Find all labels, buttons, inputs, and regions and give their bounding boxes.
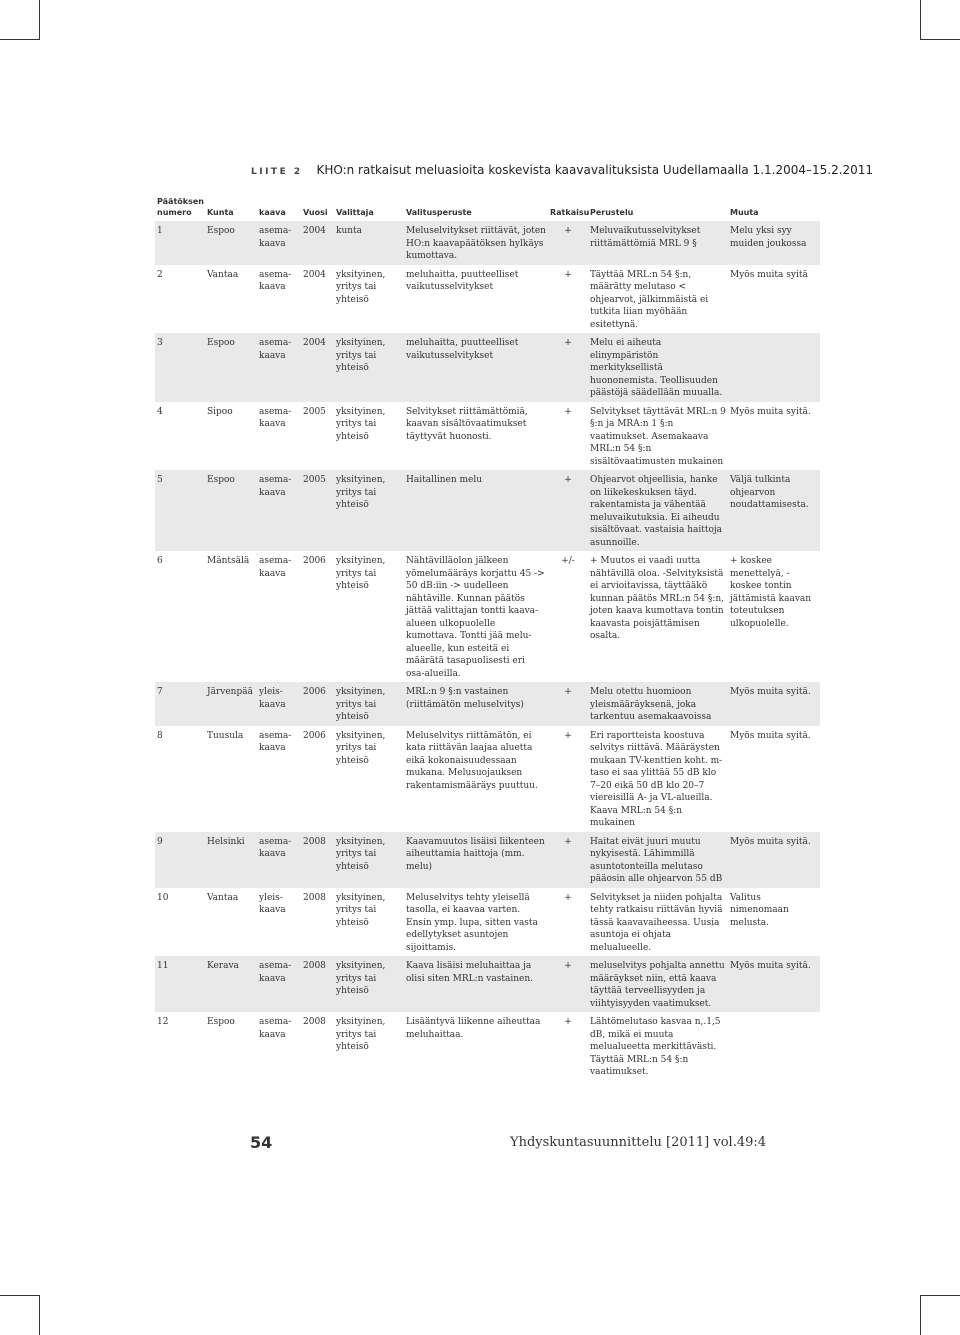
column-header: Muuta <box>730 208 759 217</box>
grounds-cell: Haitallinen melu <box>404 470 548 551</box>
appellant-cell: kunta <box>334 221 404 265</box>
year-cell: 2005 <box>303 406 326 417</box>
ruling-cell: + <box>564 406 572 417</box>
grounds-cell: Nähtävilläolon jälkeen yömelumääräys korjattu 45 -> 50 dB:iin -> uudelleen nähtäville. Kunnan päätös jättää valittajan tontti kaava-alueen ulkopuolelle kumottava. Tontti jää melu-alueelle, kun esteitä ei määrätä tasapuolisesti eri osa-alueilla. <box>406 556 545 679</box>
notes-cell <box>728 1012 820 1081</box>
municipality-cell: Sipoo <box>207 406 233 417</box>
column-header: Ratkaisu <box>550 208 590 217</box>
column-header: kaava <box>259 208 286 217</box>
notes-cell: + koskee menettelyä, - koskee tontin jättämistä kaavan toteutuksen ulkopuolelle. <box>730 556 812 629</box>
appellant-cell: yksityinen, yritys tai yhteisö <box>336 269 386 305</box>
notes-cell: Myös muita syitä. <box>730 730 811 741</box>
appellant-cell: yksityinen, yritys tai yhteisö <box>334 470 404 551</box>
decision-number-cell: 9 <box>155 832 205 888</box>
appellant-cell: yksityinen, yritys tai yhteisö <box>334 956 404 1012</box>
appellant-cell: yksityinen, yritys tai yhteisö <box>336 1017 386 1052</box>
table-row <box>155 470 820 551</box>
municipality-cell: Vantaa <box>207 892 239 903</box>
reasoning-cell: Melu otettu huomioon yleismääräyksenä, joka tarkentuu asemakaavoissa <box>588 682 728 726</box>
year-cell: 2008 <box>303 892 326 903</box>
appellant-cell: yksityinen, yritys tai yhteisö <box>336 892 386 928</box>
reasoning-cell: meluselvitys pohjalta annettu määräykset niin, että kaava täyttää terveellisyyden ja viihtyisyyden vaatimukset. <box>588 956 728 1012</box>
page-number: 54 <box>250 1133 273 1152</box>
plan-type-cell: asema-kaava <box>259 406 292 429</box>
notes-cell: Väljä tulkinta ohjearvon noudattamisesta. <box>728 470 820 551</box>
plan-type-cell: yleis-kaava <box>259 892 286 915</box>
plan-type-cell: asema-kaava <box>257 221 301 265</box>
appellant-cell: yksityinen, yritys tai yhteisö <box>334 832 404 888</box>
grounds-cell: meluhaitta, puutteelliset vaikutusselvitykset <box>404 333 548 402</box>
municipality-cell: Helsinki <box>205 832 257 888</box>
reasoning-cell: Selvitykset ja niiden pohjalta tehty ratkaisu riittävän hyviä tässä kaavavaiheessa. Uusia asuntoja ei ohjata melualueelle. <box>590 892 723 953</box>
decision-number-cell: 8 <box>157 730 163 741</box>
appellant-cell: yksityinen, yritys tai yhteisö <box>336 406 386 442</box>
plan-type-cell: asema-kaava <box>257 832 301 888</box>
table-row <box>155 551 820 682</box>
notes-cell: Myös muita syitä <box>730 269 808 280</box>
plan-type-cell: asema-kaava <box>257 333 301 402</box>
reasoning-cell: Haitat eivät juuri muutu nykyisestä. Lähimmillä asuntotonteilla melutaso pääosin alle ohjearvon 55 dB <box>588 832 728 888</box>
ruling-cell: +/- <box>561 556 575 566</box>
appellant-cell: yksityinen, yritys tai yhteisö <box>334 682 404 726</box>
ruling-cell: + <box>564 269 572 280</box>
notes-cell <box>728 333 820 402</box>
table-row <box>155 1012 820 1081</box>
reasoning-cell: Meluvaikutusselvitykset riittämättömiä MRL 9 § <box>588 221 728 265</box>
decision-number-cell: 5 <box>155 470 205 551</box>
table-row <box>155 265 820 334</box>
plan-type-cell: asema-kaava <box>259 269 292 292</box>
reasoning-cell: Eri raportteista koostuva selvitys riittävä. Määräysten mukaan TV-kenttien koht. m-taso ei saa ylittää 55 dB klo 7–20 eikä 50 dB klo 20–7 viereisillä A- ja VL-alueilla. Kaava MRL:n 54 §:n mukainen <box>590 730 723 828</box>
grounds-cell: Lisääntyvä liikenne aiheuttaa meluhaittaa. <box>406 1017 541 1040</box>
grounds-cell: Meluselvitys tehty yleisellä tasolla, ei kaavaa varten. Ensin ymp. lupa, sitten vasta edellytykset asuntojen sijoittamis. <box>406 892 538 953</box>
table-header-row <box>155 196 820 221</box>
notes-cell: Myös muita syitä. <box>728 832 820 888</box>
ruling-cell: + <box>548 956 588 1012</box>
year-cell: 2006 <box>303 556 326 566</box>
grounds-cell: Selvitykset riittämättömiä, kaavan sisältövaatimukset täyttyvät huonosti. <box>406 406 528 442</box>
reasoning-cell: Melu ei aiheuta elinympäristön merkityksellistä huononemista. Teollisuuden päästöjä säädellään muualla. <box>588 333 728 402</box>
municipality-cell: Espoo <box>207 1017 235 1027</box>
column-header: Päätöksen numero <box>157 197 204 217</box>
appellant-cell: yksityinen, yritys tai yhteisö <box>334 333 404 402</box>
decisions-table <box>155 196 820 1081</box>
ruling-cell: + <box>548 832 588 888</box>
plan-type-cell: yleis-kaava <box>257 682 301 726</box>
ruling-cell: + <box>548 682 588 726</box>
grounds-cell: MRL:n 9 §:n vastainen (riittämätön meluselvitys) <box>404 682 548 726</box>
table-row <box>155 726 820 832</box>
plan-type-cell: asema-kaava <box>257 470 301 551</box>
reasoning-cell: Ohjearvot ohjeellisia, hanke on liikekeskuksen täyd. rakentamista ja vähentää meluvaikutuksia. Ei aiheudu sisältövaat. vastaisia haittoja asunnoille. <box>588 470 728 551</box>
year-cell: 2006 <box>301 682 334 726</box>
reasoning-cell: + Muutos ei vaadi uutta nähtävillä oloa. -Selvityksistä ei arvioitavissa, täyttääkö kunnan päätös MRL:n 54 §:n, joten kaava kumottava tontin kaavasta poisjättämisen osalta. <box>590 556 725 641</box>
municipality-cell: Espoo <box>205 333 257 402</box>
year-cell: 2008 <box>301 832 334 888</box>
table-body <box>155 221 820 1081</box>
municipality-cell: Espoo <box>205 221 257 265</box>
column-header: Valitusperuste <box>406 208 472 217</box>
municipality-cell: Espoo <box>205 470 257 551</box>
municipality-cell: Vantaa <box>207 269 239 280</box>
ruling-cell: + <box>548 333 588 402</box>
notes-cell: Myös muita syitä. <box>728 956 820 1012</box>
table-row <box>155 402 820 471</box>
decision-number-cell: 1 <box>155 221 205 265</box>
appendix-label: LIITE 2 <box>251 167 303 177</box>
decision-number-cell: 2 <box>157 269 163 280</box>
plan-type-cell: asema-kaava <box>259 1017 292 1040</box>
grounds-cell: Kaava lisäisi meluhaittaa ja olisi siten MRL:n vastainen. <box>404 956 548 1012</box>
page-header <box>251 163 874 177</box>
grounds-cell: Meluselvitys riittämätön, ei kata riittävän laajaa aluetta eikä kokonaisuudessaan mukana. Melusuojauksen rakentamismääräys puuttuu. <box>406 730 538 791</box>
table-row <box>155 221 820 265</box>
municipality-cell: Mäntsälä <box>207 556 250 566</box>
year-cell: 2005 <box>301 470 334 551</box>
decision-number-cell: 10 <box>157 892 169 903</box>
page-title: KHO:n ratkaisut meluasioita koskevista kaavavalituksista Uudellamaalla 1.1.2004–15.2.2011 <box>316 163 874 177</box>
table-row <box>155 888 820 957</box>
appellant-cell: yksityinen, yritys tai yhteisö <box>336 556 386 591</box>
notes-cell: Myös muita syitä. <box>730 406 811 417</box>
municipality-cell: Järvenpää <box>205 682 257 726</box>
ruling-cell: + <box>548 221 588 265</box>
table-row <box>155 956 820 1012</box>
column-header: Perustelu <box>590 208 634 217</box>
plan-type-cell: asema-kaava <box>257 956 301 1012</box>
municipality-cell: Tuusula <box>207 730 244 741</box>
decision-number-cell: 4 <box>157 406 163 417</box>
year-cell: 2004 <box>301 221 334 265</box>
reasoning-cell: Lähtömelutaso kasvaa n,.1,5 dB, mikä ei muuta melualueetta merkittävästi. Täyttää MRL:n 54 §:n vaatimukset. <box>590 1017 721 1077</box>
ruling-cell: + <box>548 470 588 551</box>
grounds-cell: Meluselvitykset riittävät, joten HO:n kaavapäätöksen hylkäys kumottava. <box>404 221 548 265</box>
municipality-cell: Kerava <box>205 956 257 1012</box>
column-header: Valittaja <box>336 208 374 217</box>
ruling-cell: + <box>564 1017 572 1027</box>
grounds-cell: meluhaitta, puutteelliset vaikutusselvitykset <box>406 269 519 292</box>
table-row <box>155 333 820 402</box>
plan-type-cell: asema-kaava <box>259 730 292 753</box>
decision-number-cell: 11 <box>155 956 205 1012</box>
decisions-table-container <box>155 196 820 1081</box>
year-cell: 2006 <box>303 730 326 741</box>
reasoning-cell: Täyttää MRL:n 54 §:n, määrätty melutaso < ohjearvot, jälkimmäistä ei tutkita liian myöhään esitettynä. <box>590 269 709 330</box>
notes-cell: Myös muita syitä. <box>728 682 820 726</box>
column-header: Vuosi <box>303 208 328 217</box>
ruling-cell: + <box>564 730 572 741</box>
year-cell: 2008 <box>303 1017 326 1027</box>
table-row <box>155 832 820 888</box>
year-cell: 2004 <box>303 269 326 280</box>
decision-number-cell: 12 <box>157 1017 169 1027</box>
column-header: Kunta <box>207 208 234 217</box>
journal-info: Yhdyskuntasuunnittelu [2011] vol.49:4 <box>510 1135 767 1150</box>
table-row <box>155 682 820 726</box>
decision-number-cell: 7 <box>155 682 205 726</box>
year-cell: 2008 <box>301 956 334 1012</box>
year-cell: 2004 <box>301 333 334 402</box>
grounds-cell: Kaavamuutos lisäisi liikenteen aiheuttamia haittoja (mm. melu) <box>404 832 548 888</box>
ruling-cell: + <box>564 892 572 903</box>
decision-number-cell: 6 <box>157 556 163 566</box>
plan-type-cell: asema-kaava <box>259 556 292 579</box>
decision-number-cell: 3 <box>155 333 205 402</box>
reasoning-cell: Selvitykset täyttävät MRL:n 9 §:n ja MRA:n 1 §:n vaatimukset. Asemakaava MRL:n 54 §:n sisältövaatimusten mukainen <box>590 406 726 467</box>
appellant-cell: yksityinen, yritys tai yhteisö <box>336 730 386 766</box>
notes-cell: Melu yksi syy muiden joukossa <box>728 221 820 265</box>
notes-cell: Valitus nimenomaan melusta. <box>730 892 789 928</box>
